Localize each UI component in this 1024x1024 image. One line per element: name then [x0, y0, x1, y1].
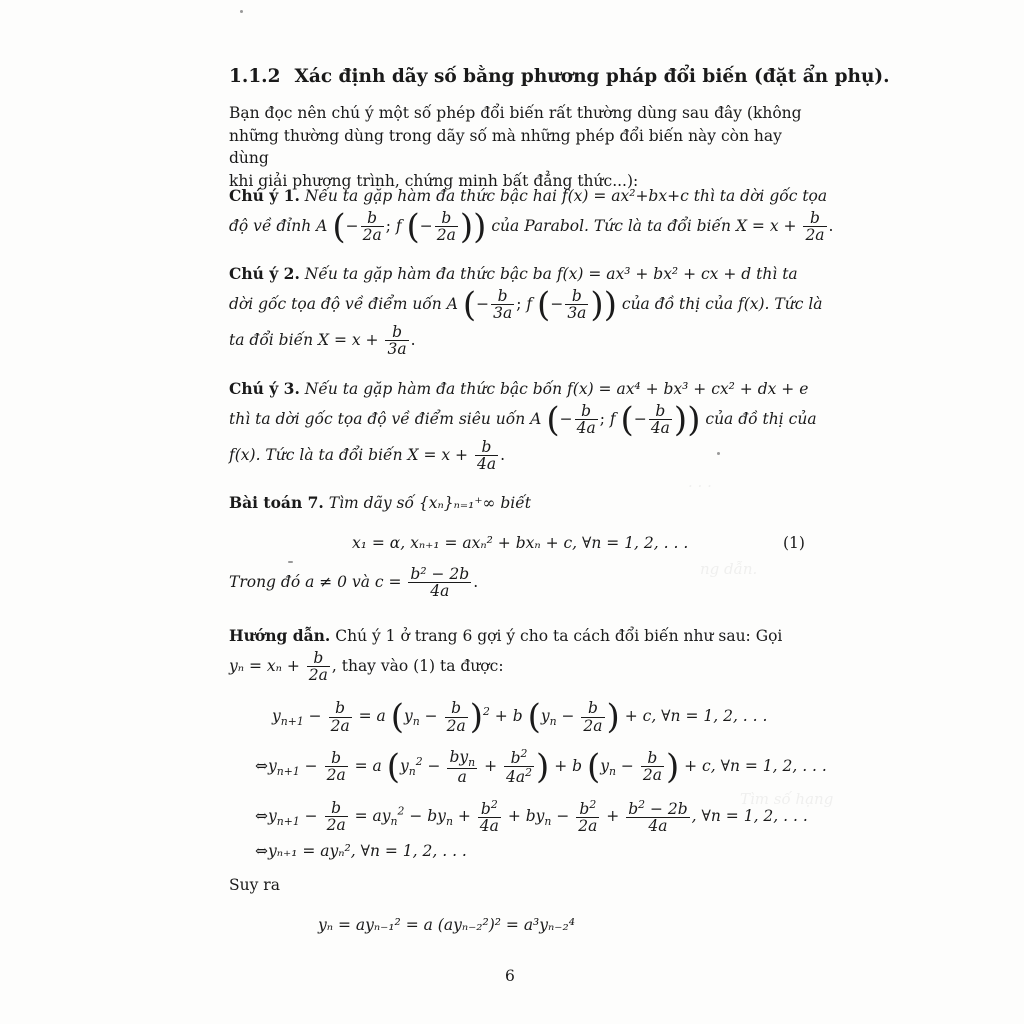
- intro-line: khi giải phương trình, chứng minh bất đẳng thức...):: [229, 171, 639, 190]
- derivation-line-1: $y_{n+1}$ − $\frac{b}{2a}$ = a ($y_n$ − $\frac{b}{2a}$ )$^2$ + b ($y_n$ − $\frac{b}{2a}$ ) + c, ∀n = 1, 2, . . .: [272, 697, 768, 737]
- paren-left: (: [332, 206, 346, 247]
- problem-label: Bài toán 7.: [229, 493, 324, 512]
- fraction: $\frac{b}{4a}$: [476, 437, 497, 473]
- note-3-label: Chú ý 3.: [229, 379, 300, 398]
- derivation-line-2: $\Leftrightarrow y_{n+1}$ − $\frac{b}{2a}$ = a ($y_n^2$ − $\frac{by_n}{a}$ + $\frac{b^2}{4a^2}$ ) + b ($y_n$ − $\frac{b}{2a}$ ) + c, ∀n = 1, 2, . . .: [255, 746, 827, 787]
- conclusion-equation: yₙ = ayₙ₋₁² = a (ayₙ₋₂²)² = a³yₙ₋₂⁴: [318, 916, 575, 934]
- guide-text: yₙ = xₙ +: [229, 656, 300, 675]
- section-title: Xác định dãy số bằng phương pháp đổi biến (đặt ẩn phụ).: [294, 66, 890, 87]
- intro-line: những thường dùng trong dãy số mà những phép đổi biến này còn hay dùng: [229, 126, 782, 167]
- note-3: Chú ý 3. Nếu ta gặp hàm đa thức bậc bốn f(x) = ax⁴ + bx³ + cx² + dx + e thì ta dời gốc tọa độ về điểm siêu uốn A (− $\frac{b}{4a}$ ; f (− $\frac{b}{4a}$ )) của đồ thị của f(x). Tức là ta đổi biến X = x + $\frac{b}{4a}$ .: [229, 379, 817, 473]
- derivation-line-3: $\Leftrightarrow y_{n+1}$ − $\frac{b}{2a}$ = $ay_n^2 - by_n$ + $\frac{b^2}{4a}$ + $by_n$ − $\frac{b^2}{2a}$ + $\frac{b^2 - 2b}{4a}$ , ∀n = 1, 2, . . .: [255, 798, 808, 836]
- intro-line: Bạn đọc nên chú ý một số phép đổi biến rất thường dùng sau đây (không: [229, 104, 802, 122]
- bleed-through-text: Tìm số hạng: [740, 790, 834, 808]
- condition-text: Trong đó a ≠ 0 và c =: [229, 572, 402, 591]
- condition-numerator: b² − 2b: [410, 565, 470, 583]
- note-2-text: Nếu ta gặp hàm đa thức bậc ba f(x) = ax³ + bx² + cx + d thì ta: [304, 265, 798, 283]
- note-2-text: dời gốc tọa độ về điểm uốn A: [229, 294, 458, 313]
- note-1-label: Chú ý 1.: [229, 186, 300, 205]
- fraction: $\frac{b}{4a}$: [650, 401, 670, 437]
- fraction: $\frac{b}{3a}$: [387, 322, 407, 358]
- note-2: Chú ý 2. Nếu ta gặp hàm đa thức bậc ba f(x) = ax³ + bx² + cx + d thì ta dời gốc tọa độ về điểm uốn A (− $\frac{b}{3a}$ ; f (− $\frac{b}{3a}$ )) của đồ thị của f(x). Tức là ta đổi biến X = x + $\frac{b}{3a}$ .: [229, 264, 823, 358]
- bleed-through-text: . . .: [688, 473, 712, 491]
- fraction: [408, 566, 471, 600]
- intro-paragraph: [229, 102, 814, 192]
- note-3-text: của đồ thị của: [705, 409, 817, 428]
- note-2-text: của đồ thị của f(x). Tức là: [621, 294, 823, 313]
- derivation-tail: + c, ∀n = 1, 2, . . .: [624, 707, 768, 725]
- note-1-text: độ về đỉnh A: [229, 216, 328, 235]
- guide-label: Hướng dẫn.: [229, 626, 331, 645]
- fraction: $\frac{b}{4a}$: [576, 401, 596, 437]
- note-2-label: Chú ý 2.: [229, 264, 300, 283]
- equation-number: (1): [783, 534, 805, 552]
- problem-7: [229, 492, 814, 515]
- paren-right: ): [473, 206, 487, 247]
- fraction: $\frac{b}{2a}$: [308, 648, 328, 684]
- guide-text: , thay vào (1) ta được:: [331, 656, 504, 675]
- fraction: $\frac{b}{3a}$: [493, 286, 513, 322]
- note-1-text: Nếu ta gặp hàm đa thức bậc hai f(x) = ax²+bx+c thì ta dời gốc tọa: [304, 187, 828, 205]
- page-number: 6: [505, 967, 515, 985]
- note-3-text: f(x). Tức là ta đổi biến X = x +: [229, 445, 469, 464]
- speck-mark: [240, 10, 243, 13]
- note-3-text: Nếu ta gặp hàm đa thức bậc bốn f(x) = ax⁴ + bx³ + cx² + dx + e: [304, 380, 809, 398]
- condition-denominator: 4a: [408, 582, 471, 599]
- fraction: $\frac{b}{3a}$: [567, 286, 587, 322]
- section-heading: [229, 66, 890, 87]
- problem-text: Tìm dãy số {xₙ}ₙ₌₁⁺∞ biết: [328, 494, 531, 512]
- problem-equation: x₁ = α, xₙ₊₁ = axₙ² + bxₙ + c, ∀n = 1, 2, . . .: [352, 534, 689, 552]
- derivation-tail: + c, ∀n = 1, 2, . . .: [684, 756, 827, 775]
- note-1: Chú ý 1. Nếu ta gặp hàm đa thức bậc hai f(x) = ax²+bx+c thì ta dời gốc tọa độ về đỉnh A (− $\frac{b}{2a}$ ; f (− $\frac{b}{2a}$ )) của Parabol. Tức là ta đổi biến X = x + $\frac{b}{2a}$ .: [229, 186, 834, 247]
- fraction: $\frac{b}{2a}$: [805, 208, 825, 244]
- note-1-text: của Parabol. Tức là ta đổi biến X = x +: [491, 216, 797, 235]
- derivation-line-4: ⇔yₙ₊₁ = ayₙ², ∀n = 1, 2, . . .: [255, 842, 467, 860]
- guide: [229, 625, 814, 683]
- fraction: $\frac{b}{2a}$: [436, 208, 456, 244]
- guide-text: Chú ý 1 ở trang 6 gợi ý cho ta cách đổi biến như sau: Gọi: [335, 627, 783, 645]
- note-2-text: ta đổi biến X = x +: [229, 330, 379, 349]
- derivation-tail: , ∀n = 1, 2, . . .: [691, 806, 808, 825]
- section-number: 1.1.2: [229, 66, 281, 87]
- bleed-through-text: ng dẫn.: [700, 560, 758, 578]
- fraction: $\frac{b}{2a}$: [362, 208, 382, 244]
- conclusion-label: Suy ra: [229, 876, 280, 894]
- speck-mark: [288, 561, 293, 563]
- problem-condition: Trong đó a ≠ 0 và c = $\frac{\text{b² − 2b}}{4a}$ .: [229, 565, 479, 601]
- note-3-text: thì ta dời gốc tọa độ về điểm siêu uốn A: [229, 409, 542, 428]
